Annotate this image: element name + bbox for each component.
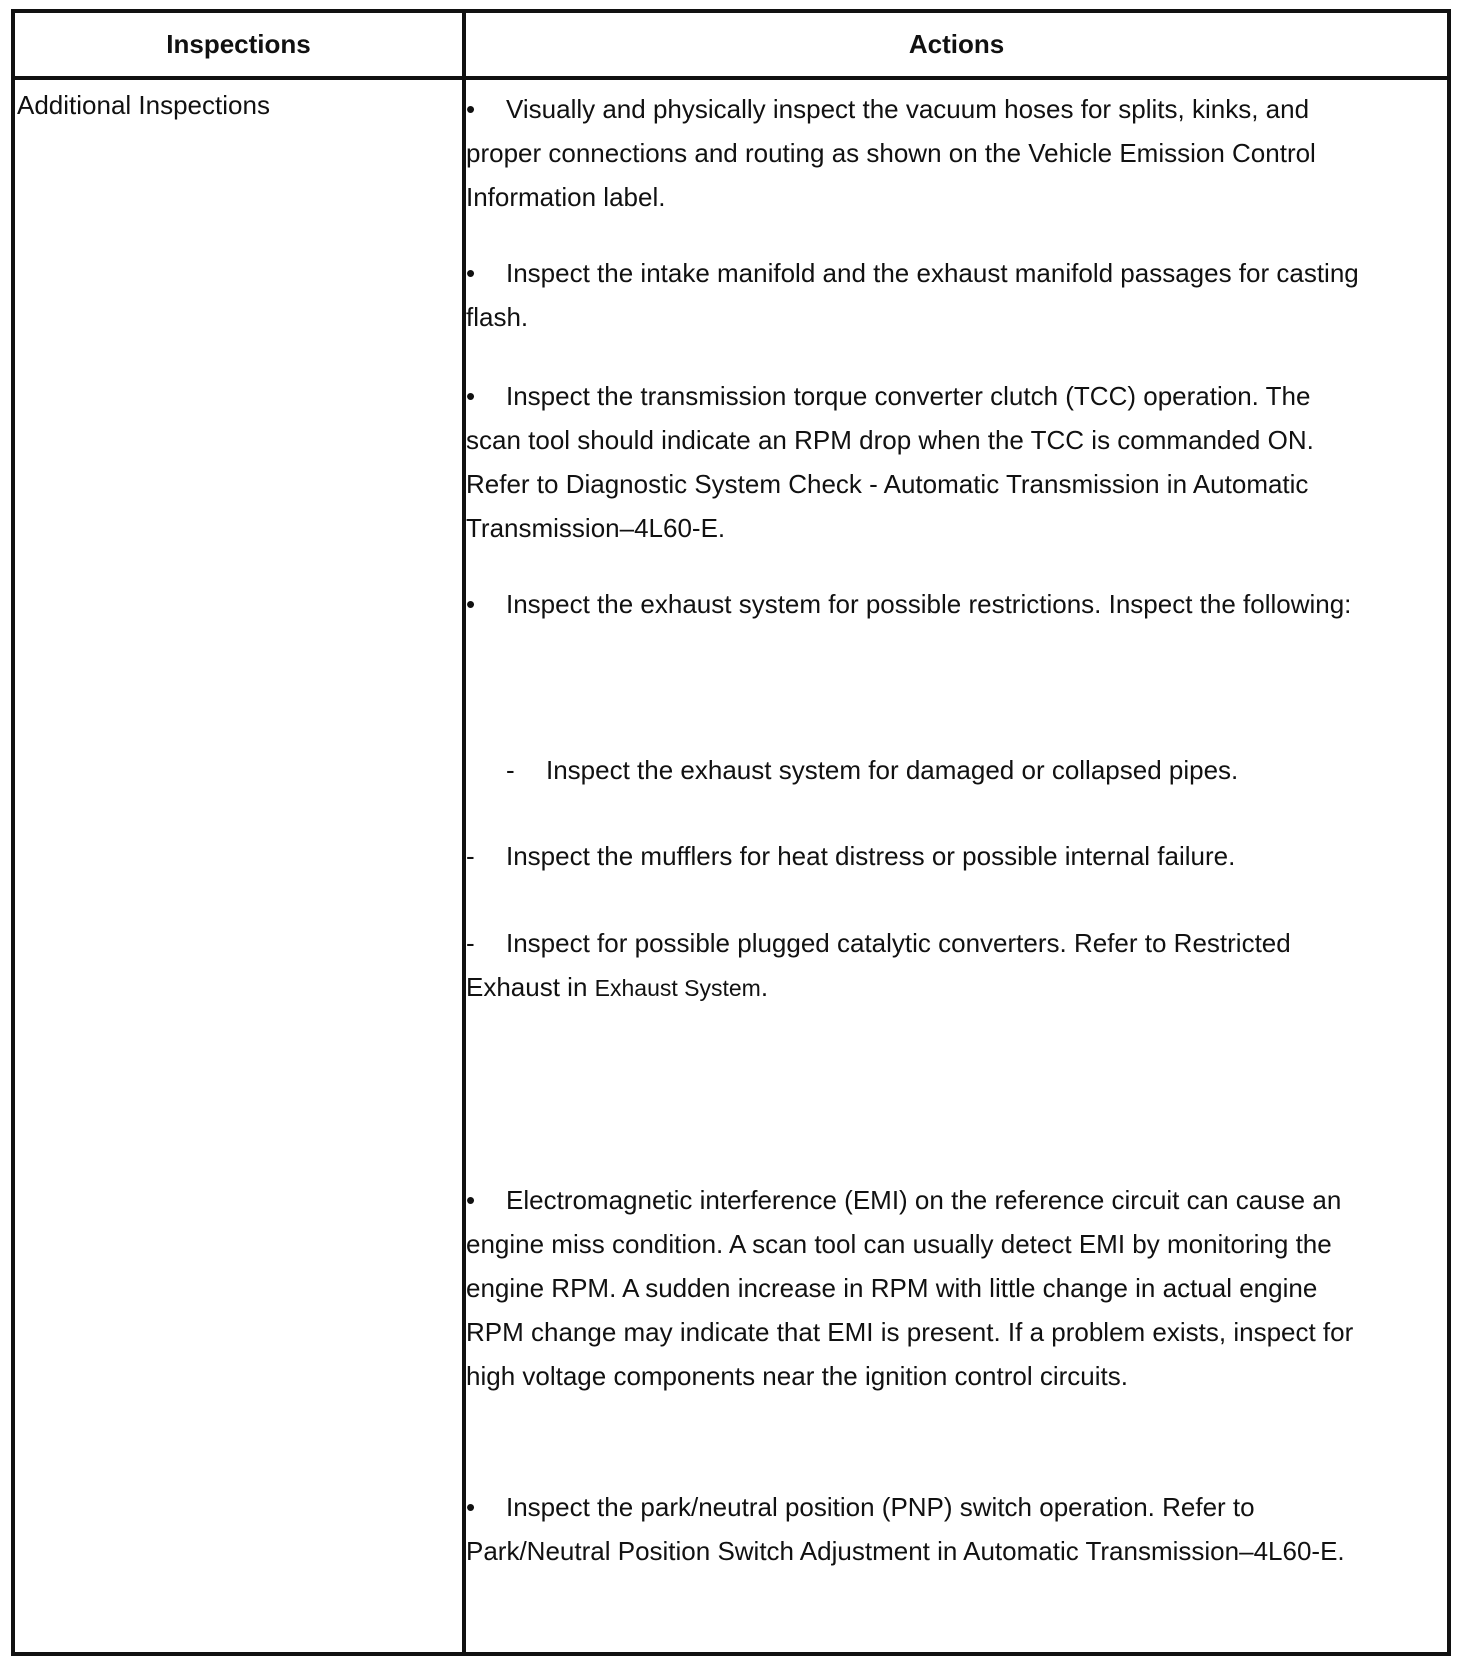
bullet-marker: • [466, 1185, 476, 1215]
inspection-cell: Additional Inspections [17, 90, 270, 120]
action-text: Inspect the transmission torque converter clutch (TCC) operation. The scan tool should indicate an RPM drop when the TCC is commanded ON. Refer to Diagnostic System Check - Automatic Transmission in Automatic Transmission–4L60-E. [466, 381, 1314, 543]
action-text: Inspect the intake manifold and the exhaust manifold passages for casting flash. [466, 258, 1359, 332]
dash-marker: - [506, 755, 515, 785]
dash-marker: - [466, 928, 475, 958]
action-text: Visually and physically inspect the vacuum hoses for splits, kinks, and proper connections and routing as shown on the Vehicle Emission Control Information label. [466, 94, 1316, 212]
dash-marker: - [466, 841, 475, 871]
bullet-marker: • [466, 589, 476, 619]
action-text: Inspect the mufflers for heat distress or possible internal failure. [506, 841, 1236, 871]
sub-action-item [466, 834, 1366, 878]
bullet-marker: • [466, 94, 476, 124]
action-text: Inspect the exhaust system for damaged or collapsed pipes. [546, 755, 1239, 785]
header-divider [15, 76, 1447, 80]
action-text: Inspect the park/neutral position (PNP) switch operation. Refer to Park/Neutral Position Switch Adjustment in Automatic Transmission–4L60-E. [466, 1492, 1345, 1566]
action-item [466, 87, 1366, 219]
sub-action-item [466, 748, 1366, 792]
sub-action-item [466, 921, 1366, 1010]
action-item [466, 251, 1366, 339]
action-text: Electromagnetic interference (EMI) on the reference circuit can cause an engine miss condition. A scan tool can usually detect EMI by monitoring the engine RPM. A sudden increase in RPM with little change in actual engine RPM change may indicate that EMI is present. If a problem exists, inspect for high voltage components near the ignition control circuits. [466, 1185, 1354, 1391]
exhaust-system-reference: Exhaust System [594, 975, 761, 1001]
action-item [466, 582, 1366, 626]
header-actions: Actions [908, 29, 1005, 59]
header-inspections: Inspections [166, 29, 311, 59]
action-text-suffix: . [760, 972, 769, 1002]
action-text: Inspect the exhaust system for possible restrictions. Inspect the following: [506, 589, 1352, 619]
action-text: Inspect for possible plugged catalytic converters. Refer to Restricted Exhaust in [466, 928, 1291, 1002]
bullet-marker: • [466, 1492, 476, 1522]
bullet-marker: • [466, 381, 476, 411]
action-item [466, 1485, 1366, 1573]
bullet-marker: • [466, 258, 476, 288]
action-item [466, 1178, 1366, 1398]
action-item [466, 374, 1366, 550]
